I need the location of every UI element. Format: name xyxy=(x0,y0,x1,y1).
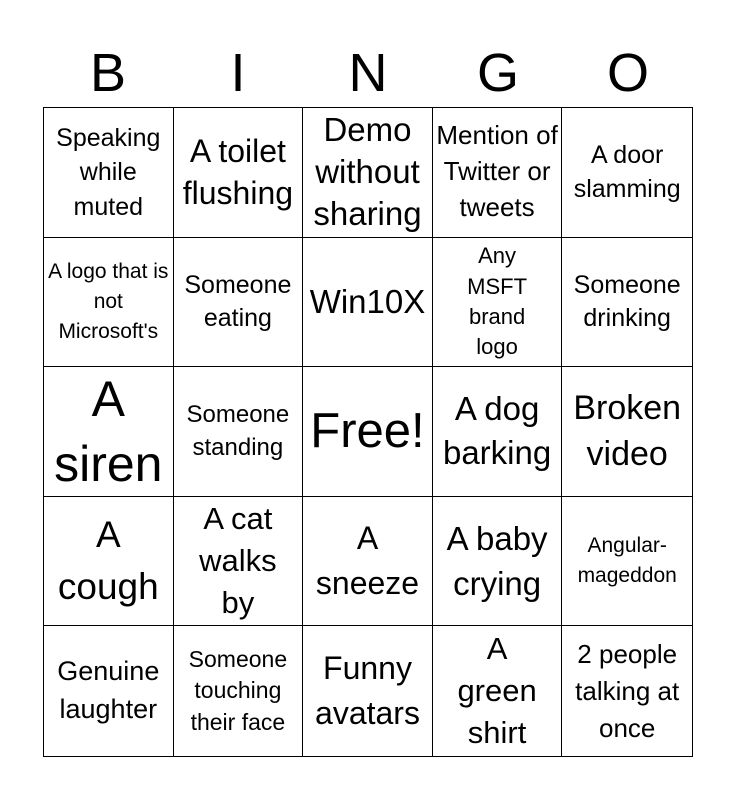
cell-label: Free! xyxy=(310,404,425,459)
bingo-cell[interactable] xyxy=(433,626,563,756)
bingo-cell[interactable] xyxy=(303,238,433,368)
cell-label: Speaking while muted xyxy=(56,123,161,221)
bingo-cell[interactable] xyxy=(174,626,304,756)
cell-label: A baby crying xyxy=(446,519,548,603)
header-letter-n: N xyxy=(348,43,388,103)
cell-label: Genuine laughter xyxy=(57,656,160,725)
cell-label: A siren xyxy=(54,370,163,492)
header-letter-g: G xyxy=(476,43,519,103)
cell-label: 2 people talking at once xyxy=(575,638,680,743)
cell-label: Demo without sharing xyxy=(313,110,422,233)
bingo-cell[interactable] xyxy=(433,238,563,368)
bingo-cell[interactable] xyxy=(44,497,174,627)
cell-label: A door slamming xyxy=(573,141,681,204)
cell-label: A dog barking xyxy=(442,389,552,472)
cell-label: Any MSFT brand logo xyxy=(467,243,528,360)
cell-label: Win10X xyxy=(309,283,426,321)
bingo-cell[interactable] xyxy=(44,626,174,756)
cell-label: A sneeze xyxy=(315,519,420,602)
bingo-cell[interactable] xyxy=(303,108,433,238)
cell-label: Someone touching their face xyxy=(188,645,288,736)
bingo-cell[interactable] xyxy=(44,367,174,497)
bingo-card xyxy=(43,107,693,757)
cell-label: Someone eating xyxy=(184,270,292,332)
bingo-cell[interactable] xyxy=(562,238,692,368)
bingo-cell[interactable] xyxy=(303,497,433,627)
cell-label: Angular-mageddon xyxy=(577,533,677,588)
cell-label: A toilet flushing xyxy=(182,133,294,212)
bingo-cell[interactable] xyxy=(303,367,433,497)
cell-label: Mention of Twitter or tweets xyxy=(436,120,558,223)
bingo-header xyxy=(43,42,693,104)
cell-label: Someone drinking xyxy=(573,270,681,332)
bingo-cell[interactable] xyxy=(174,108,304,238)
bingo-cell[interactable] xyxy=(433,108,563,238)
bingo-cell[interactable] xyxy=(174,367,304,497)
bingo-cell[interactable] xyxy=(433,367,563,497)
bingo-cell[interactable] xyxy=(303,626,433,756)
bingo-cell[interactable] xyxy=(562,108,692,238)
header-letter-o: O xyxy=(606,43,649,103)
bingo-cell[interactable] xyxy=(562,497,692,627)
bingo-cell[interactable] xyxy=(174,497,304,627)
cell-label: Funny avatars xyxy=(315,650,420,732)
bingo-cell[interactable] xyxy=(433,497,563,627)
bingo-cell[interactable] xyxy=(174,238,304,368)
cell-label: Someone standing xyxy=(186,400,290,462)
header-letter-i: I xyxy=(230,43,246,103)
bingo-cell[interactable] xyxy=(44,108,174,238)
cell-label: A cough xyxy=(57,514,159,608)
cell-label: A logo that is not Microsoft's xyxy=(48,260,169,343)
bingo-cell[interactable] xyxy=(562,367,692,497)
bingo-cell[interactable] xyxy=(44,238,174,368)
header-letter-b: B xyxy=(89,43,127,103)
bingo-cell[interactable] xyxy=(562,626,692,756)
cell-label: A cat walks by xyxy=(199,501,277,621)
cell-label: A green shirt xyxy=(457,630,537,751)
cell-label: Broken video xyxy=(573,389,682,474)
